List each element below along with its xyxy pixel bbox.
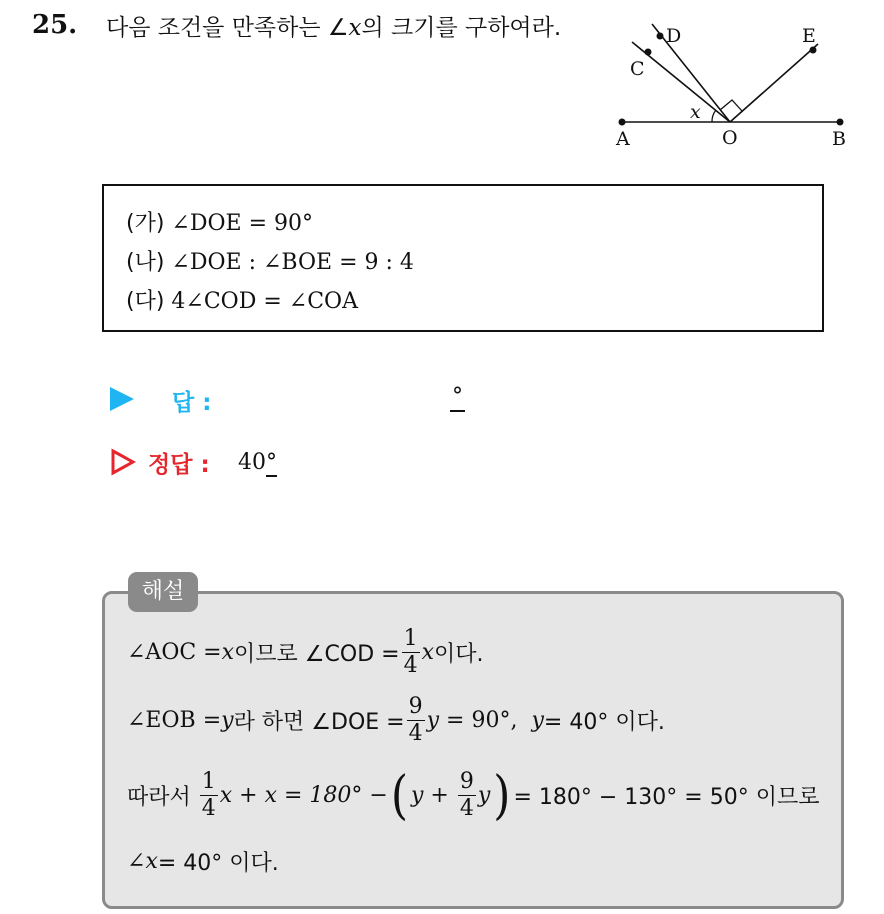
correct-answer-value — [238, 450, 277, 475]
point-b — [837, 119, 844, 126]
exp1-var2: x — [421, 640, 434, 665]
exp1-fraction — [402, 626, 420, 679]
explanation-tag: 해설 — [128, 572, 198, 612]
right-paren: ) — [493, 764, 511, 826]
left-paren: ( — [390, 764, 408, 826]
question-variable: x — [348, 15, 362, 41]
exp1-c: 이다. — [434, 642, 484, 667]
exp2-a: ∠EOB = — [127, 708, 222, 733]
exp2-num: 9 — [408, 694, 423, 719]
question-text — [106, 10, 586, 46]
question-text-before: 다음 조건을 만족하는 ∠ — [106, 15, 349, 41]
angle-x-arc — [712, 110, 716, 122]
answer-label: 답 : — [172, 390, 212, 416]
angle-figure — [604, 14, 864, 154]
answer-blank[interactable]: ° — [450, 384, 465, 412]
exp1-b: 이므로 ∠COD = — [234, 642, 400, 667]
label-c: C — [630, 58, 645, 80]
exp3-den2: 4 — [459, 796, 474, 821]
explanation-line-4 — [127, 846, 279, 877]
exp2-d: = 40° 이다. — [543, 710, 665, 735]
point-e — [810, 47, 817, 54]
exp3-fraction-1 — [200, 769, 218, 822]
condition-2-expr: ∠DOE : ∠BOE = 9 : 4 — [164, 250, 414, 275]
exp1-den: 4 — [403, 653, 418, 678]
exp3-e: = 180° − 130° = 50° 이므로 — [513, 785, 820, 810]
label-b: B — [832, 128, 846, 150]
condition-2-label: (나) — [126, 250, 165, 275]
explanation-line-2 — [127, 694, 665, 747]
exp2-var2: y — [426, 708, 440, 733]
point-c — [645, 49, 652, 56]
condition-1-label: (가) — [126, 211, 165, 236]
label-x: x — [690, 101, 701, 123]
correct-answer-unit: ° — [266, 450, 277, 475]
angle-diagram — [604, 14, 864, 154]
explanation-box — [102, 591, 844, 909]
exp3-fraction-2 — [458, 769, 476, 822]
condition-3 — [126, 284, 358, 315]
condition-3-expr: 4∠COD = ∠COA — [164, 289, 358, 314]
correct-answer-label: 정답 : — [148, 452, 210, 478]
label-e: E — [802, 25, 816, 47]
condition-1 — [126, 206, 313, 237]
exp1-num: 1 — [403, 626, 418, 651]
play-arrow-icon — [110, 387, 134, 411]
label-o: O — [722, 127, 738, 149]
ray-oe — [730, 44, 818, 122]
label-a: A — [616, 128, 630, 150]
correct-answer-number: 40 — [238, 450, 266, 475]
exp1-var: x — [221, 640, 235, 665]
exp1-a: ∠AOC = — [127, 640, 222, 665]
exp3-num2: 9 — [459, 769, 474, 794]
outline-arrow-icon — [110, 448, 136, 476]
question-number: 25. — [32, 10, 78, 40]
answer-row — [110, 384, 510, 418]
exp3-den1: 4 — [201, 796, 216, 821]
point-d — [657, 33, 664, 40]
exp2-fraction — [407, 694, 425, 747]
exp3-d: y — [477, 783, 491, 808]
exp2-b: 라 하면 ∠DOE = — [233, 710, 405, 735]
question-text-after: 의 크기를 구하여라. — [361, 15, 562, 41]
exp2-var3: y — [531, 708, 544, 733]
exp3-num1: 1 — [201, 769, 216, 794]
exp3-c: y + — [411, 783, 456, 808]
right-angle-mark — [720, 100, 742, 111]
exp4-a: ∠ — [127, 849, 146, 874]
exp4-var: x — [145, 849, 158, 874]
exp3-a: 따라서 — [127, 785, 198, 810]
exp4-b: = 40° 이다. — [157, 851, 279, 876]
explanation-line-1 — [127, 626, 484, 679]
condition-1-expr: ∠DOE = 90° — [164, 211, 313, 236]
condition-2 — [126, 245, 414, 276]
point-a — [619, 119, 626, 126]
correct-answer-row — [110, 446, 510, 480]
condition-3-label: (다) — [126, 289, 165, 314]
label-d: D — [666, 25, 682, 47]
exp2-c: = 90°, — [439, 708, 532, 733]
conditions-box — [102, 184, 824, 332]
exp3-b: x + x = 180° − — [219, 783, 388, 808]
explanation-line-3 — [127, 764, 820, 826]
exp2-var: y — [221, 708, 234, 733]
exp2-den: 4 — [408, 721, 423, 746]
